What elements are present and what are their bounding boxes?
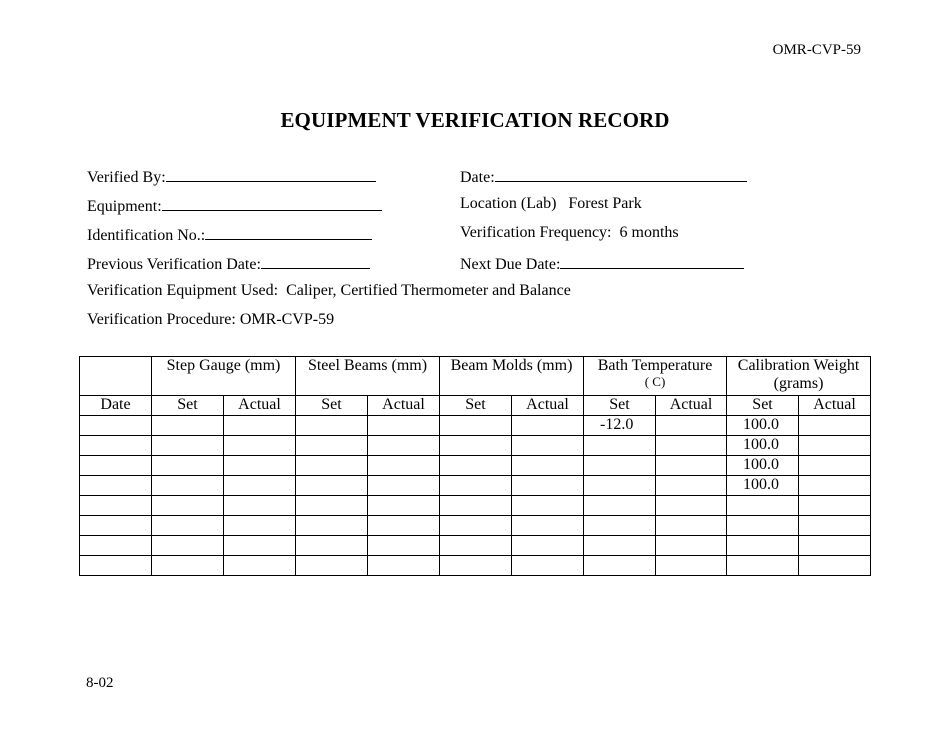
table-cell[interactable] — [512, 496, 584, 516]
frequency-label: Verification Frequency: — [460, 224, 612, 241]
table-cell[interactable] — [440, 436, 512, 456]
table-cell[interactable] — [799, 516, 871, 536]
table-cell[interactable]: 100.0 — [727, 416, 799, 436]
group-header-calibration-weight: Calibration Weight (grams) — [727, 357, 871, 396]
table-cell[interactable] — [368, 556, 440, 576]
table-row — [80, 556, 871, 576]
table-cell[interactable] — [584, 456, 656, 476]
previous-verification-date-label: Previous Verification Date: — [87, 256, 261, 273]
procedure-label: Verification Procedure: — [87, 311, 236, 328]
verification-table — [79, 356, 871, 576]
identification-label: Identification No.: — [87, 227, 206, 244]
table-cell[interactable] — [368, 436, 440, 456]
table-cell[interactable] — [152, 456, 224, 476]
actual-column-header: Actual — [368, 396, 440, 416]
table-cell[interactable] — [80, 536, 152, 556]
equipment-field — [87, 194, 382, 217]
table-cell[interactable]: 100.0 — [727, 456, 799, 476]
table-row — [80, 456, 871, 476]
verified-by-label: Verified By: — [87, 169, 166, 186]
table-cell[interactable]: 100.0 — [727, 476, 799, 496]
document-code: OMR-CVP-59 — [772, 42, 861, 58]
table-cell[interactable] — [368, 496, 440, 516]
table-cell[interactable] — [296, 416, 368, 436]
calibration-weight-unit: (grams) — [773, 375, 824, 392]
table-cell[interactable] — [80, 436, 152, 456]
table-cell[interactable] — [656, 476, 727, 496]
table-cell[interactable] — [296, 456, 368, 476]
table-cell[interactable] — [368, 476, 440, 496]
equipment-used-value: Caliper, Certified Thermometer and Balance — [286, 282, 571, 299]
table-cell[interactable] — [368, 456, 440, 476]
table-cell[interactable] — [656, 436, 727, 456]
table-cell[interactable] — [440, 456, 512, 476]
table-cell[interactable] — [224, 556, 296, 576]
verified-by-field — [87, 165, 376, 188]
actual-column-header: Actual — [656, 396, 727, 416]
table-cell[interactable] — [224, 516, 296, 536]
table-cell[interactable] — [224, 456, 296, 476]
table-cell[interactable] — [656, 536, 727, 556]
set-column-header: Set — [440, 396, 512, 416]
date-blank[interactable] — [495, 165, 747, 182]
table-row — [80, 496, 871, 516]
table-cell[interactable] — [512, 476, 584, 496]
actual-column-header: Actual — [224, 396, 296, 416]
table-cell[interactable] — [440, 496, 512, 516]
table-cell[interactable] — [727, 496, 799, 516]
table-row — [80, 516, 871, 536]
date-label: Date: — [460, 169, 495, 186]
table-cell[interactable] — [799, 456, 871, 476]
table-cell[interactable] — [296, 496, 368, 516]
table-cell[interactable] — [152, 496, 224, 516]
next-due-label: Next Due Date: — [460, 256, 561, 273]
table-cell[interactable] — [80, 556, 152, 576]
page-title: EQUIPMENT VERIFICATION RECORD — [280, 108, 670, 132]
group-header-steel-beams: Steel Beams (mm) — [296, 357, 440, 396]
table-cell[interactable] — [799, 496, 871, 516]
table-cell[interactable] — [512, 456, 584, 476]
actual-column-header: Actual — [512, 396, 584, 416]
table-cell[interactable] — [512, 556, 584, 576]
bath-temperature-unit: ( C) — [644, 374, 666, 389]
table-cell[interactable] — [440, 476, 512, 496]
table-cell[interactable] — [368, 416, 440, 436]
table-cell[interactable] — [512, 436, 584, 456]
table-cell[interactable] — [440, 556, 512, 576]
table-cell[interactable] — [584, 536, 656, 556]
location-label: Location (Lab) — [460, 195, 557, 212]
table-group-header-row — [80, 357, 871, 396]
table-row — [80, 536, 871, 556]
table-cell[interactable] — [224, 536, 296, 556]
table-cell[interactable] — [440, 536, 512, 556]
verified-by-blank[interactable] — [166, 165, 376, 182]
table-row — [80, 436, 871, 456]
procedure-value: OMR-CVP-59 — [239, 311, 335, 328]
equipment-label: Equipment: — [87, 198, 162, 215]
set-column-header: Set — [152, 396, 224, 416]
table-cell[interactable] — [224, 436, 296, 456]
table-cell[interactable] — [799, 536, 871, 556]
table-cell[interactable] — [152, 476, 224, 496]
table-cell[interactable] — [80, 476, 152, 496]
table-cell[interactable] — [80, 496, 152, 516]
table-cell[interactable] — [368, 516, 440, 536]
table-cell[interactable] — [296, 516, 368, 536]
date-field — [460, 165, 747, 188]
group-header-step-gauge: Step Gauge (mm) — [152, 357, 296, 396]
table-row — [80, 416, 871, 436]
verification-frequency-field — [460, 223, 679, 243]
table-cell[interactable] — [727, 536, 799, 556]
table-cell[interactable] — [224, 416, 296, 436]
table-cell[interactable] — [152, 436, 224, 456]
table-cell[interactable]: 100.0 — [727, 436, 799, 456]
table-cell[interactable] — [584, 436, 656, 456]
table-cell[interactable] — [440, 416, 512, 436]
table-cell[interactable] — [584, 516, 656, 536]
table-cell[interactable] — [368, 536, 440, 556]
equipment-blank[interactable] — [162, 194, 382, 211]
equipment-used-label: Verification Equipment Used: — [87, 282, 279, 299]
table-cell[interactable] — [512, 536, 584, 556]
table-cell[interactable] — [152, 536, 224, 556]
table-cell[interactable] — [656, 516, 727, 536]
previous-verification-date-blank[interactable] — [261, 252, 370, 269]
set-column-header: Set — [727, 396, 799, 416]
table-cell[interactable] — [80, 456, 152, 476]
table-cell[interactable] — [727, 516, 799, 536]
table-cell[interactable] — [296, 536, 368, 556]
table-cell[interactable] — [440, 516, 512, 536]
table-row — [80, 476, 871, 496]
form-revision-code: 8-02 — [86, 675, 114, 691]
table-cell[interactable] — [80, 516, 152, 536]
table-cell[interactable] — [584, 556, 656, 576]
group-header-bath-temperature: Bath Temperature ( C) — [584, 357, 727, 396]
table-cell[interactable] — [296, 476, 368, 496]
table-cell[interactable] — [80, 416, 152, 436]
table-cell[interactable] — [584, 496, 656, 516]
table-cell[interactable] — [512, 516, 584, 536]
table-body — [80, 416, 871, 576]
identification-blank[interactable] — [205, 223, 372, 240]
table-cell[interactable] — [656, 496, 727, 516]
table-cell[interactable] — [296, 436, 368, 456]
table-column-header-row — [80, 396, 871, 416]
next-due-blank[interactable] — [560, 252, 744, 269]
date-group-header — [80, 357, 152, 396]
previous-verification-date-field — [87, 252, 370, 275]
table-cell[interactable] — [152, 416, 224, 436]
table-cell[interactable] — [224, 476, 296, 496]
table-cell[interactable] — [656, 416, 727, 436]
identification-field — [87, 223, 372, 246]
table-cell[interactable] — [727, 556, 799, 576]
group-header-beam-molds: Beam Molds (mm) — [440, 357, 584, 396]
table-cell[interactable] — [656, 556, 727, 576]
table-cell[interactable] — [799, 416, 871, 436]
table-cell[interactable] — [799, 476, 871, 496]
table-cell[interactable] — [296, 556, 368, 576]
actual-column-header: Actual — [799, 396, 871, 416]
table-cell[interactable] — [799, 556, 871, 576]
verification-equipment-used — [87, 281, 571, 301]
table-cell[interactable] — [152, 556, 224, 576]
table-cell[interactable] — [224, 496, 296, 516]
location-field — [460, 194, 642, 214]
location-value: Forest Park — [568, 195, 642, 212]
next-due-date-field — [460, 252, 744, 275]
table-cell[interactable] — [152, 516, 224, 536]
table-cell[interactable] — [656, 456, 727, 476]
date-column-header: Date — [80, 396, 152, 416]
table-cell[interactable] — [584, 476, 656, 496]
set-column-header: Set — [296, 396, 368, 416]
table-cell[interactable] — [799, 436, 871, 456]
set-column-header: Set — [584, 396, 656, 416]
verification-procedure — [87, 310, 334, 330]
frequency-value: 6 months — [619, 224, 679, 241]
table-cell[interactable] — [512, 416, 584, 436]
table-cell[interactable]: -12.0 — [584, 416, 656, 436]
